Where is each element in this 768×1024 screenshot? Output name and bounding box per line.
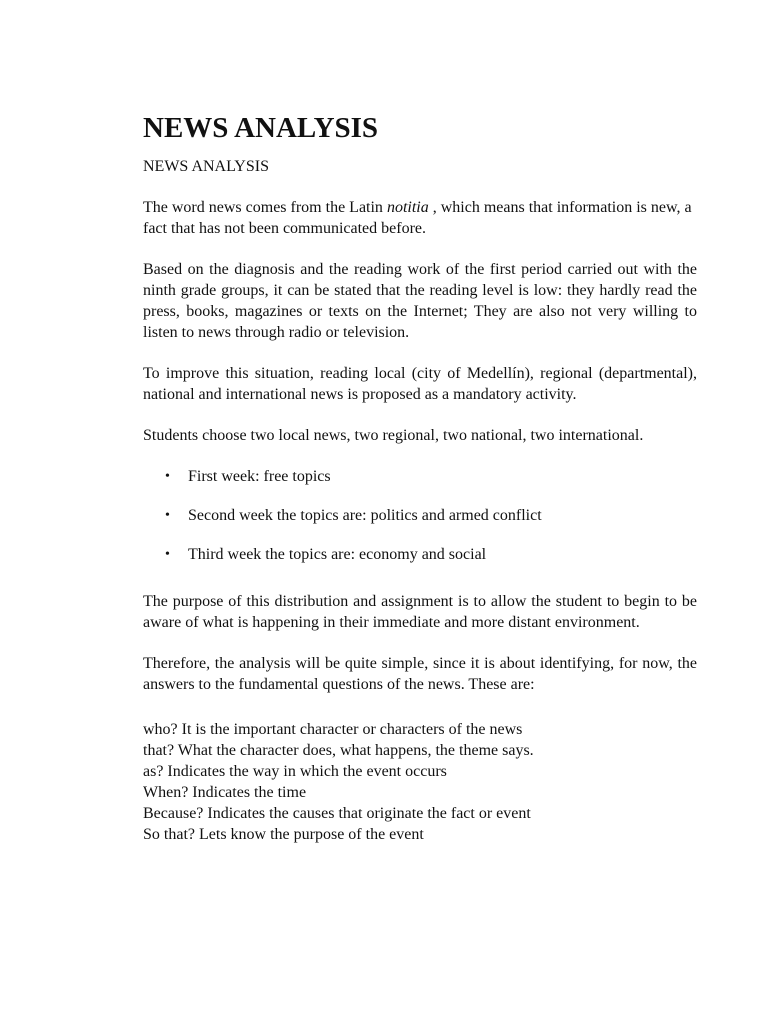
document-page	[143, 110, 697, 845]
bullet-icon: •	[165, 469, 170, 484]
intro-text-after: , which means that information is new, a fact that has not been communicated before.	[143, 199, 692, 237]
list-item	[143, 544, 697, 565]
purpose-paragraph: The purpose of this distribution and assignment is to allow the student to begin to be aware of what is happening in their immediate and more distant environment.	[143, 593, 697, 631]
list-item-text: Second week the topics are: politics and armed conflict	[188, 507, 542, 524]
fundamental-questions	[143, 719, 697, 845]
intro-text-before: The word news comes from the Latin	[143, 199, 387, 216]
bullet-icon: •	[165, 508, 170, 523]
weekly-topics-list	[143, 466, 697, 565]
list-item-text: First week: free topics	[188, 468, 331, 485]
document-title: NEWS ANALYSIS	[143, 112, 379, 144]
list-item	[143, 505, 697, 526]
question-line: as? Indicates the way in which the event occurs	[143, 763, 447, 780]
question-line: Because? Indicates the causes that originate the fact or event	[143, 805, 531, 822]
analysis-paragraph: Therefore, the analysis will be quite simple, since it is about identifying, for now, the answers to the fundamental questions of the news. These are:	[143, 655, 697, 693]
document-subtitle: NEWS ANALYSIS	[143, 158, 269, 175]
bullet-icon: •	[165, 547, 170, 562]
diagnosis-paragraph: Based on the diagnosis and the reading work of the first period carried out with the ninth grade groups, it can be stated that the reading level is low: they hardly read the press, books, magazines or texts on the Internet; They are also not very willing to listen to news through radio or television.	[143, 261, 697, 341]
question-line: who? It is the important character or characters of the news	[143, 721, 523, 738]
intro-paragraph	[143, 197, 697, 239]
question-line: When? Indicates the time	[143, 784, 307, 801]
list-item-text: Third week the topics are: economy and social	[188, 546, 487, 563]
latin-term: notitia	[386, 199, 429, 216]
improvement-paragraph: To improve this situation, reading local (city of Medellín), regional (departmental), national and international news is proposed as a mandatory activity.	[143, 365, 697, 403]
students-choose-paragraph: Students choose two local news, two regional, two national, two international.	[143, 427, 644, 444]
question-line: So that? Lets know the purpose of the event	[143, 826, 424, 843]
list-item	[143, 466, 697, 487]
question-line: that? What the character does, what happens, the theme says.	[143, 742, 534, 759]
